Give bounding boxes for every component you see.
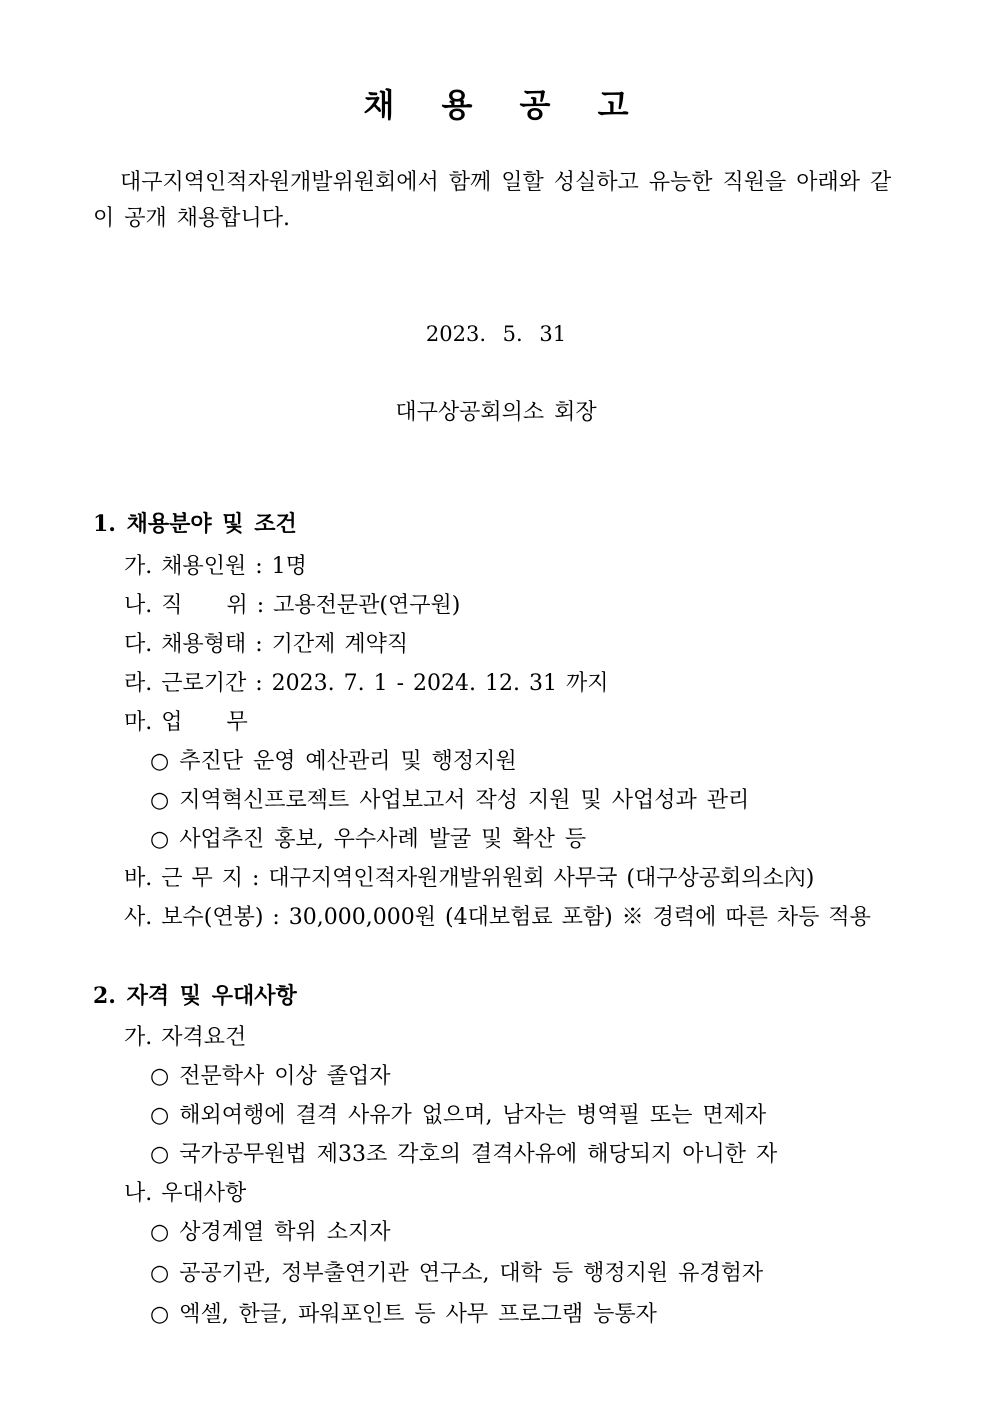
condition-work-period: 라. 근로기간 : 2023. 7. 1 - 2024. 12. 31 까지: [124, 671, 609, 696]
condition-employment-type: 다. 채용형태 : 기간제 계약직: [124, 632, 409, 657]
requirement-item: ○ 전문학사 이상 졸업자: [150, 1064, 391, 1089]
requirement-item: ○ 해외여행에 결격 사유가 없으며, 남자는 병역필 또는 면제자: [150, 1103, 767, 1128]
preference-item: ○ 공공기관, 정부출연기관 연구소, 대학 등 행정지원 유경험자: [150, 1261, 764, 1286]
condition-position: 나. 직 위 : 고용전문관(연구원): [124, 593, 461, 618]
preferences-label: 나. 우대사항: [124, 1181, 247, 1206]
preference-item: ○ 엑셀, 한글, 파워포인트 등 사무 프로그램 능통자: [150, 1302, 657, 1327]
section-2-heading: 2. 자격 및 우대사항: [93, 983, 297, 1009]
document-title: 채 용 공 고: [363, 86, 647, 124]
section-1-heading: 1. 채용분야 및 조건: [93, 511, 297, 537]
condition-headcount: 가. 채용인원 : 1명: [124, 554, 307, 579]
intro-paragraph: 대구지역인적자원개발위원회에서 함께 일할 성실하고 유능한 직원을 아래와 같이 공개 채용합니다.: [93, 170, 892, 231]
duty-item: ○ 지역혁신프로젝트 사업보고서 작성 지원 및 사업성과 관리: [150, 788, 750, 813]
condition-salary: 사. 보수(연봉) : 30,000,000원 (4대보험료 포함) ※ 경력에 따른 차등 적용: [124, 905, 871, 930]
condition-workplace: 바. 근 무 지 : 대구지역인적자원개발위원회 사무국 (대구상공회의소內): [124, 866, 815, 891]
duty-item: ○ 사업추진 홍보, 우수사례 발굴 및 확산 등: [150, 827, 587, 852]
condition-duties-label: 마. 업 무: [124, 710, 248, 735]
preference-item: ○ 상경계열 학위 소지자: [150, 1220, 391, 1245]
requirements-label: 가. 자격요건: [124, 1025, 247, 1050]
duty-item: ○ 추진단 운영 예산관리 및 행정지원: [150, 749, 517, 774]
announcement-date: 2023. 5. 31: [425, 322, 567, 346]
signature-line: 대구상공회의소 회장: [395, 400, 597, 425]
requirement-item: ○ 국가공무원법 제33조 각호의 결격사유에 해당되지 아니한 자: [150, 1142, 778, 1167]
